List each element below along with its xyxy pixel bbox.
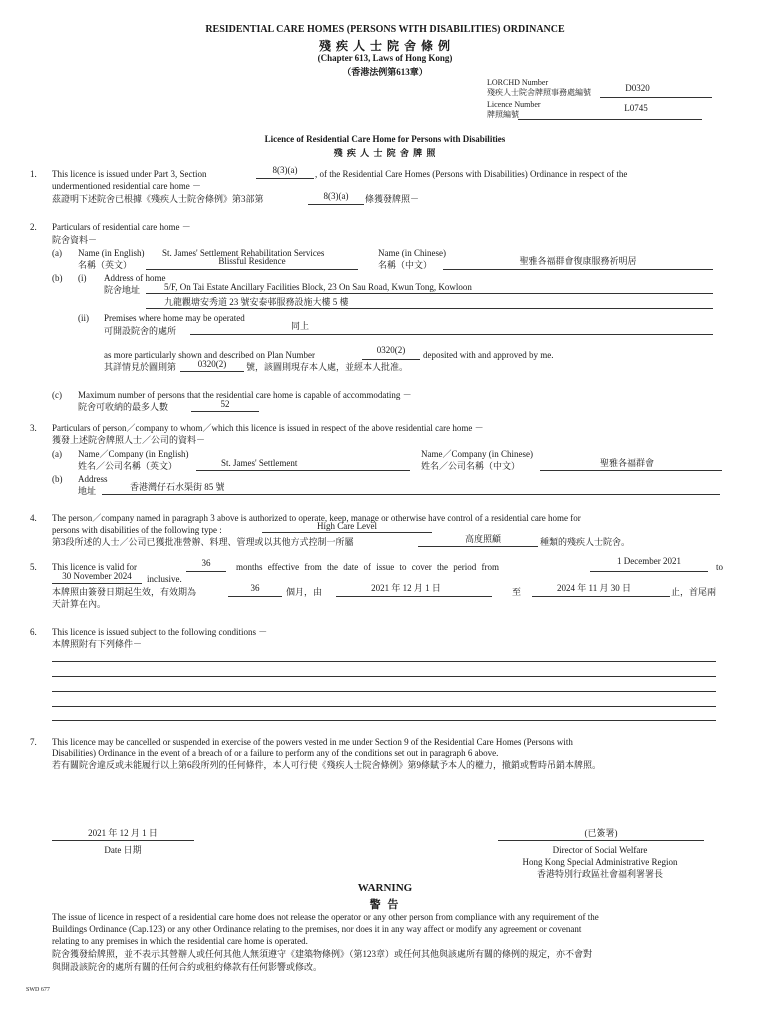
s3-name-en-label: Name／Company (in English) <box>78 449 189 459</box>
s2-name-en-label: Name (in English) <box>78 248 145 258</box>
s7-text-zh: 若有關院舍違反或未能履行以上第6段所列的任何條件，本人可行使《殘疾人士院舍條例》第9條賦予本人的權力，撤銷或暫時吊銷本牌照。 <box>52 760 602 770</box>
chapter-zh: （香港法例第613章） <box>342 67 428 77</box>
s2-title-en: Particulars of residential care home － <box>52 222 191 232</box>
section-6-number: 6. <box>30 627 37 637</box>
lorchd-label-zh: 殘疾人士院舍牌照事務處編號 <box>487 88 591 97</box>
s3-name-zh-value: 聖雅各福群會 <box>599 458 654 468</box>
document-title-en: Licence of Residential Care Home for Persons with Disabilities <box>264 134 506 144</box>
s2-max-value: 52 <box>220 399 230 409</box>
lorchd-number: D0320 <box>625 83 650 93</box>
s2-address-value-zh: 九龍觀塘安秀道 23 號安泰邨服務設施大樓 5 樓 <box>164 297 349 307</box>
section-7-number: 7. <box>30 737 37 747</box>
s2-name-en-value-1: St. James' Settlement Rehabilitation Services <box>162 248 325 258</box>
section-5-number: 5. <box>30 562 37 572</box>
signatory-title: Director of Social Welfare <box>552 845 648 855</box>
warning-zh-line-2: 與開設該院舍的處所有關的任何合約或租約條款有任何影響或修改。 <box>52 962 323 972</box>
s2-plan-text-zh-a: 其詳情見於圖則第 <box>104 362 177 372</box>
issue-date: 2021 年 12 月 1 日 <box>88 828 158 838</box>
licence-label-en: Licence Number <box>487 100 541 109</box>
s2-plan-text-en-a: as more particularly shown and described on Plan Number <box>104 350 315 360</box>
s3-name-zh-label: Name／Company (in Chinese) <box>421 449 533 459</box>
s3-address-label-zh: 地址 <box>78 486 97 496</box>
s2-name-zh-label: Name (in Chinese) <box>378 248 446 258</box>
s5-text-en-a: This licence is valid for <box>52 562 137 572</box>
chapter-en: (Chapter 613, Laws of Hong Kong) <box>317 53 453 63</box>
s1-text-zh-b: 條獲發牌照－ <box>365 194 420 204</box>
issue-date-label: Date 日期 <box>104 845 142 855</box>
signatory-dept-zh: 香港特別行政區社會福利署署長 <box>536 869 663 879</box>
condition-line <box>52 676 716 677</box>
s5-from-date-zh: 2021 年 12 月 1 日 <box>371 583 441 593</box>
s2-max-text-zh: 院舍可收納的最多人數 <box>78 402 169 412</box>
s5-from-date-en: 1 December 2021 <box>617 556 681 566</box>
s2-address-value-en: 5/F, On Tai Estate Ancillary Facilities Block, 23 On Sau Road, Kwun Tong, Kowloon <box>164 282 472 292</box>
form-code: SWD 677 <box>26 987 50 993</box>
s2-title-zh: 院舍資料－ <box>52 235 98 245</box>
s5-text-zh-d: 止，首尾兩 <box>671 587 717 597</box>
s4-type-zh: 高度照顧 <box>464 534 501 544</box>
s5-text-zh-c: 至 <box>512 587 522 597</box>
s3-address-value: 香港灣仔石水渠街 85 號 <box>130 482 225 492</box>
s3-name-en-label-zh: 姓名／公司名稱（英文） <box>78 461 178 471</box>
licence-number: L0745 <box>624 103 648 113</box>
s1-text-en-c: undermentioned residential care home － <box>52 181 201 191</box>
s2-premises-value: 同上 <box>290 321 309 331</box>
s3-a-mark: (a) <box>52 449 62 459</box>
signatory-region: Hong Kong Special Administrative Region <box>522 857 678 867</box>
s2-name-en-value-2: Blissful Residence <box>218 256 286 266</box>
s5-text-en-b: months effective from the date of issue to cover the period from <box>236 562 500 572</box>
s3-address-label-en: Address <box>78 474 108 484</box>
s5-text-zh-a: 本牌照由簽發日期起生效，有效期為 <box>52 587 197 597</box>
s2-max-text-en: Maximum number of persons that the residential care home is capable of accommodating － <box>78 390 412 400</box>
s2-address-label-zh: 院舍地址 <box>104 285 141 295</box>
signature-signed: (已簽署) <box>584 828 618 838</box>
s2-plan-text-en-b: deposited with and approved by me. <box>423 350 554 360</box>
s5-to-word: to <box>716 562 724 572</box>
s3-name-zh-label-zh: 姓名／公司名稱（中文） <box>421 461 521 471</box>
s1-text-en-a: This licence is issued under Part 3, Section <box>52 169 207 179</box>
s2-plan-number-zh: 0320(2) <box>197 359 227 369</box>
s2-plan-number: 0320(2) <box>376 345 406 355</box>
s3-title-zh: 獲發上述院舍牌照人士／公司的資料－ <box>52 435 206 445</box>
document-title-zh: 殘 疾 人 士 院 舍 牌 照 <box>333 148 437 158</box>
s1-text-en-b: , of the Residential Care Homes (Persons with Disabilities) Ordinance in respect of the <box>315 169 628 179</box>
ordinance-title-zh: 殘 疾 人 士 院 舍 條 例 <box>318 39 451 53</box>
condition-line <box>52 661 716 662</box>
s5-to-date-zh: 2024 年 11 月 30 日 <box>557 583 631 593</box>
s1-text-zh-a: 茲證明下述院舍已根據《殘疾人士院舍條例》第3部第 <box>52 194 264 204</box>
condition-line <box>52 706 716 707</box>
s4-text-zh-a: 第3段所述的人士／公司已獲批准營辦、料理、管理或以其他方式控制一所屬 <box>52 537 354 547</box>
s2-c-mark: (c) <box>52 390 62 400</box>
warning-zh-line-1: 院舍獲發給牌照，並不表示其營辦人或任何其他人無須遵守《建築物條例》（第123章）或任何其他與該處所有關的條例的規定，亦不會對 <box>52 949 593 959</box>
s7-text-en-a: This licence may be cancelled or suspended in exercise of the powers vested in me under Section 9 of the Residential Care Homes (Persons with <box>52 737 573 747</box>
s3-b-mark: (b) <box>52 474 63 484</box>
warning-line-1: The issue of licence in respect of a residential care home does not release the operator or any other person from compliance with any requirement of the <box>52 912 599 922</box>
s2-address-label-en: Address of home <box>104 273 166 283</box>
s6-text-zh: 本牌照附有下列條件－ <box>52 639 143 649</box>
s2-i-mark: (i) <box>78 273 87 283</box>
condition-line <box>52 691 716 692</box>
s5-months-value: 36 <box>201 558 211 568</box>
section-1-number: 1. <box>30 169 37 179</box>
s4-type-en: High Care Level <box>317 521 377 531</box>
lorchd-label-en: LORCHD Number <box>487 78 549 87</box>
s2-premises-label-zh: 可開設院舍的處所 <box>104 326 177 336</box>
s2-plan-text-zh-b: 號，該圖則現存本人處，並經本人批准。 <box>246 362 409 372</box>
warning-title-zh: 警 告 <box>369 899 401 911</box>
s5-text-zh-b: 個月，由 <box>286 587 323 597</box>
s3-title-en: Particulars of person／company to whom／which this licence is issued in respect of the above residential care home － <box>52 423 484 433</box>
s5-months-value-zh: 36 <box>250 583 260 593</box>
s2-name-zh-label-zh: 名稱（中文） <box>378 260 433 270</box>
section-4-number: 4. <box>30 513 37 523</box>
s5-to-date-en: 30 November 2024 <box>62 571 132 581</box>
s2-ii-mark: (ii) <box>78 313 89 323</box>
s4-text-en-b: persons with disabilities of the following type : <box>52 525 222 535</box>
s5-inclusive: inclusive. <box>147 574 182 584</box>
warning-line-3: relating to any premises in which the residential care home is operated. <box>52 936 308 946</box>
s1-section-value-zh: 8(3)(a) <box>323 191 349 201</box>
s2-premises-label-en: Premises where home may be operated <box>104 313 245 323</box>
s5-text-zh-e: 天計算在內。 <box>52 599 107 609</box>
s6-text-en: This licence is issued subject to the following conditions － <box>52 627 268 637</box>
s7-text-en-b: Disabilities) Ordinance in the event of a breach of or a failure to perform any of the conditions set out in paragraph 6 above. <box>52 748 499 758</box>
s2-name-en-label-zh: 名稱（英文） <box>78 260 133 270</box>
s3-name-en-value: St. James' Settlement <box>221 458 298 468</box>
ordinance-title-en: RESIDENTIAL CARE HOMES (PERSONS WITH DISABILITIES) ORDINANCE <box>205 24 565 35</box>
s1-section-value: 8(3)(a) <box>272 165 298 175</box>
s4-text-en-a: The person／company named in paragraph 3 above is authorized to operate, keep, manage or otherwise have control of a residential care home for <box>52 513 581 523</box>
s2-name-zh-value: 聖雅各福群會復康服務祈明居 <box>519 256 637 266</box>
section-2-number: 2. <box>30 222 37 232</box>
s4-text-zh-b: 種類的殘疾人士院舍。 <box>540 537 631 547</box>
section-3-number: 3. <box>30 423 37 433</box>
condition-line <box>52 720 716 721</box>
s2-a-mark: (a) <box>52 248 62 258</box>
s2-b-mark: (b) <box>52 273 63 283</box>
warning-title-en: WARNING <box>357 882 413 894</box>
warning-line-2: Buildings Ordinance (Cap.123) or any other Ordinance relating to the premises, nor does it in any way affect or modify any agreement or covenant <box>52 924 582 934</box>
licence-label-zh: 牌照編號 <box>487 110 519 119</box>
